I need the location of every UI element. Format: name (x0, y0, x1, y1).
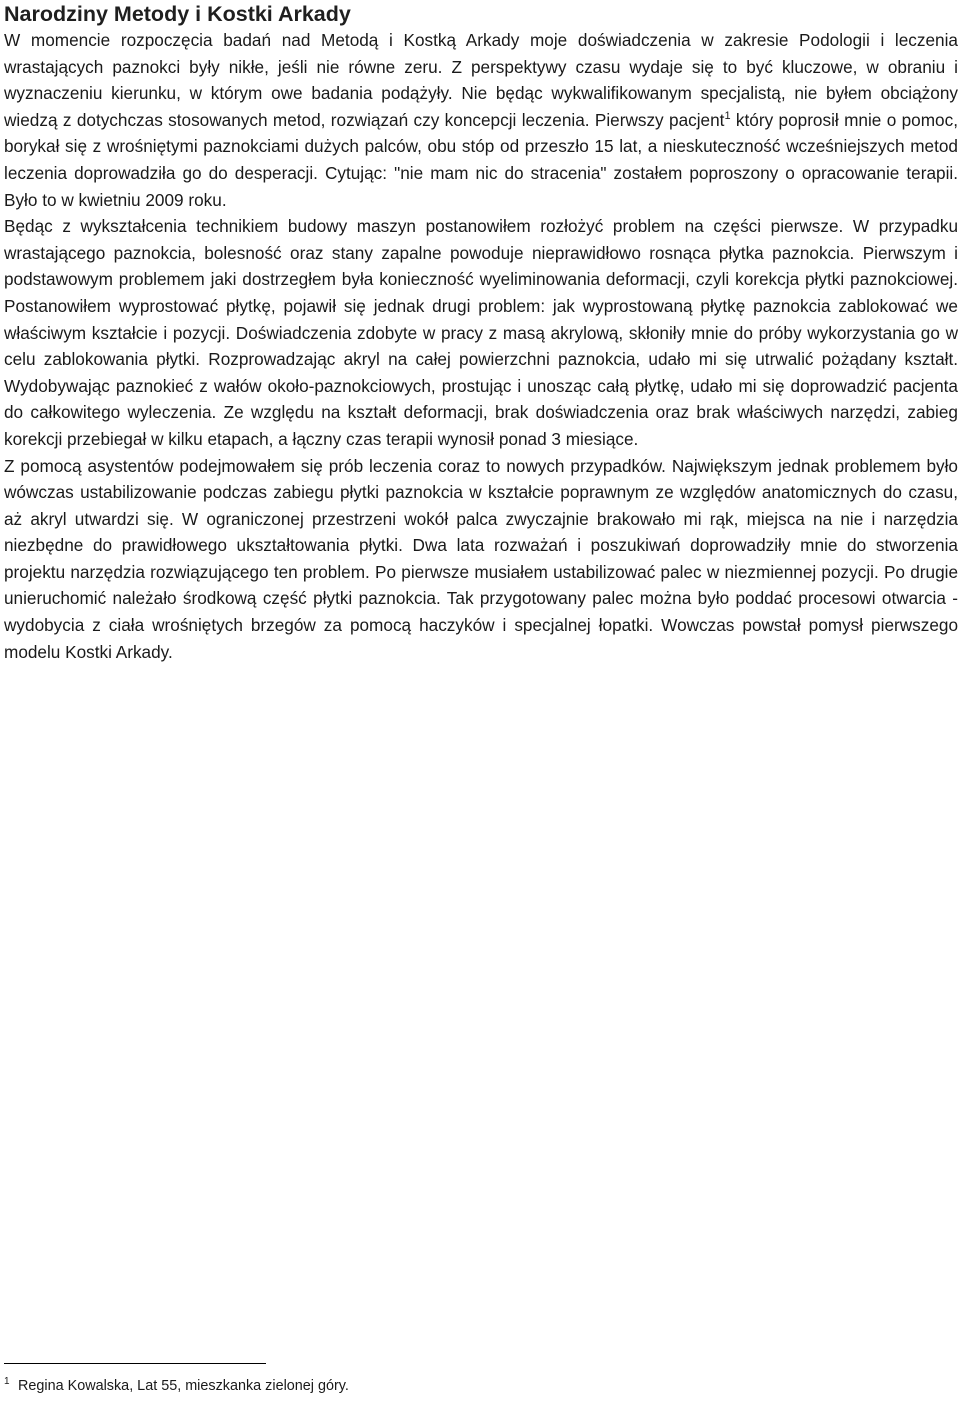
paragraph-3: Z pomocą asystentów podejmowałem się prób leczenia coraz to nowych przypadków. Największym jednak problemem było wówczas ustabilizowanie podczas zabiegu płytki paznokcia w kształcie poprawnym ze względów anatomicznych do czasu, aż akryl utwardzi się. W ograniczonej przestrzeni wokół palca zwyczajnie brakowało mi rąk, miejsca na nie i narzędzia niezbędne do prawidłowego ukształtowania płytki. Dwa lata rozważań i poszukiwań doprowadziły mnie do stworzenia projektu narzędzia rozwiązującego ten problem. Po pierwsze musiałem ustabilizować palec w niezmiennej pozycji. Po drugie unieruchomić należało środkową część płytki paznokcia. Tak przygotowany palec można było poddać procesowi otwarcia - wydobycia z ciała wrośniętych brzegów za pomocą haczyków i specjalnej łopatki. Wowczas powstał pomysł pierwszego modelu Kostki Arkady. (4, 455, 958, 662)
document-title: Narodziny Metody i Kostki Arkady (4, 2, 351, 26)
footnote-text: Regina Kowalska, Lat 55, mieszkanka zielonej góry. (18, 1378, 349, 1394)
paragraph-1-text-before-ref: W momencie rozpoczęcia badań nad Metodą i Kostką Arkady moje doświadczenia w zakresie Podologii i leczenia wrastających paznokci były nikłe, jeśli nie równe zeru. Z perspektywy czasu wydaje się to być kluczowe, w obraniu i wyznaczeniu kierunku, w którym owe badania podążyły. Nie będąc wykwalifikowanym specjalistą, nie byłem obciążony wiedzą z dotychczas stosowanych metod, rozwiązań czy koncepcji leczenia. Pierwszy pacjent (4, 30, 958, 130)
paragraph-1-text-after-ref: który poprosił mnie o pomoc, borykał się z wrośniętymi paznokciami dużych palców, obu stóp od przeszło 15 lat, a nieskuteczność wcześniejszych metod leczenia doprowadziła go do desperacji. Cytując: "nie mam nic do stracenia" zostałem poproszony o opracowanie terapii. Było to w kwietniu 2009 roku. (4, 109, 958, 210)
footnote-reference: 1 (724, 109, 731, 122)
paragraph-1 (4, 27, 958, 213)
footnote-separator (4, 1363, 266, 1364)
paragraph-2: Będąc z wykształcenia technikiem budowy maszyn postanowiłem rozłożyć problem na części pierwsze. W przypadku wrastającego paznokcia, bolesność oraz stany zapalne powoduje nieprawidłowo rosnąca płytka paznokcia. Pierwszym i podstawowym problemem jaki dostrzegłem była konieczność wyeliminowania deformacji, czyli korekcja płytki paznokciowej. Postanowiłem wyprostować płytkę, pojawił się jednak drugi problem: jak wyprostowaną płytkę paznokcia zablokować we właściwym kształcie i pozycji. Doświadczenia zdobyte w pracy z masą akrylową, skłoniły mnie do próby wykorzystania go w celu zablokowania płytki. Rozprowadzając akryl na całej powierzchni paznokcia, udało mi się utrwalić pożądany kształt. Wydobywając paznokieć z wałów około-paznokciowych, prostując i unosząc całą płytkę, udało mi się doprowadzić pacjenta do całkowitego wyleczenia. Ze względu na kształt deformacji, brak doświadczenia oraz brak właściwych narzędzi, zabieg korekcji przebiegał w kilku etapach, a łączny czas terapii wynosił ponad 3 miesiące. (4, 216, 958, 449)
document-page (4, 0, 958, 665)
footnote: 1 Regina Kowalska, Lat 55, mieszkanka zielonej góry. (4, 1376, 349, 1394)
